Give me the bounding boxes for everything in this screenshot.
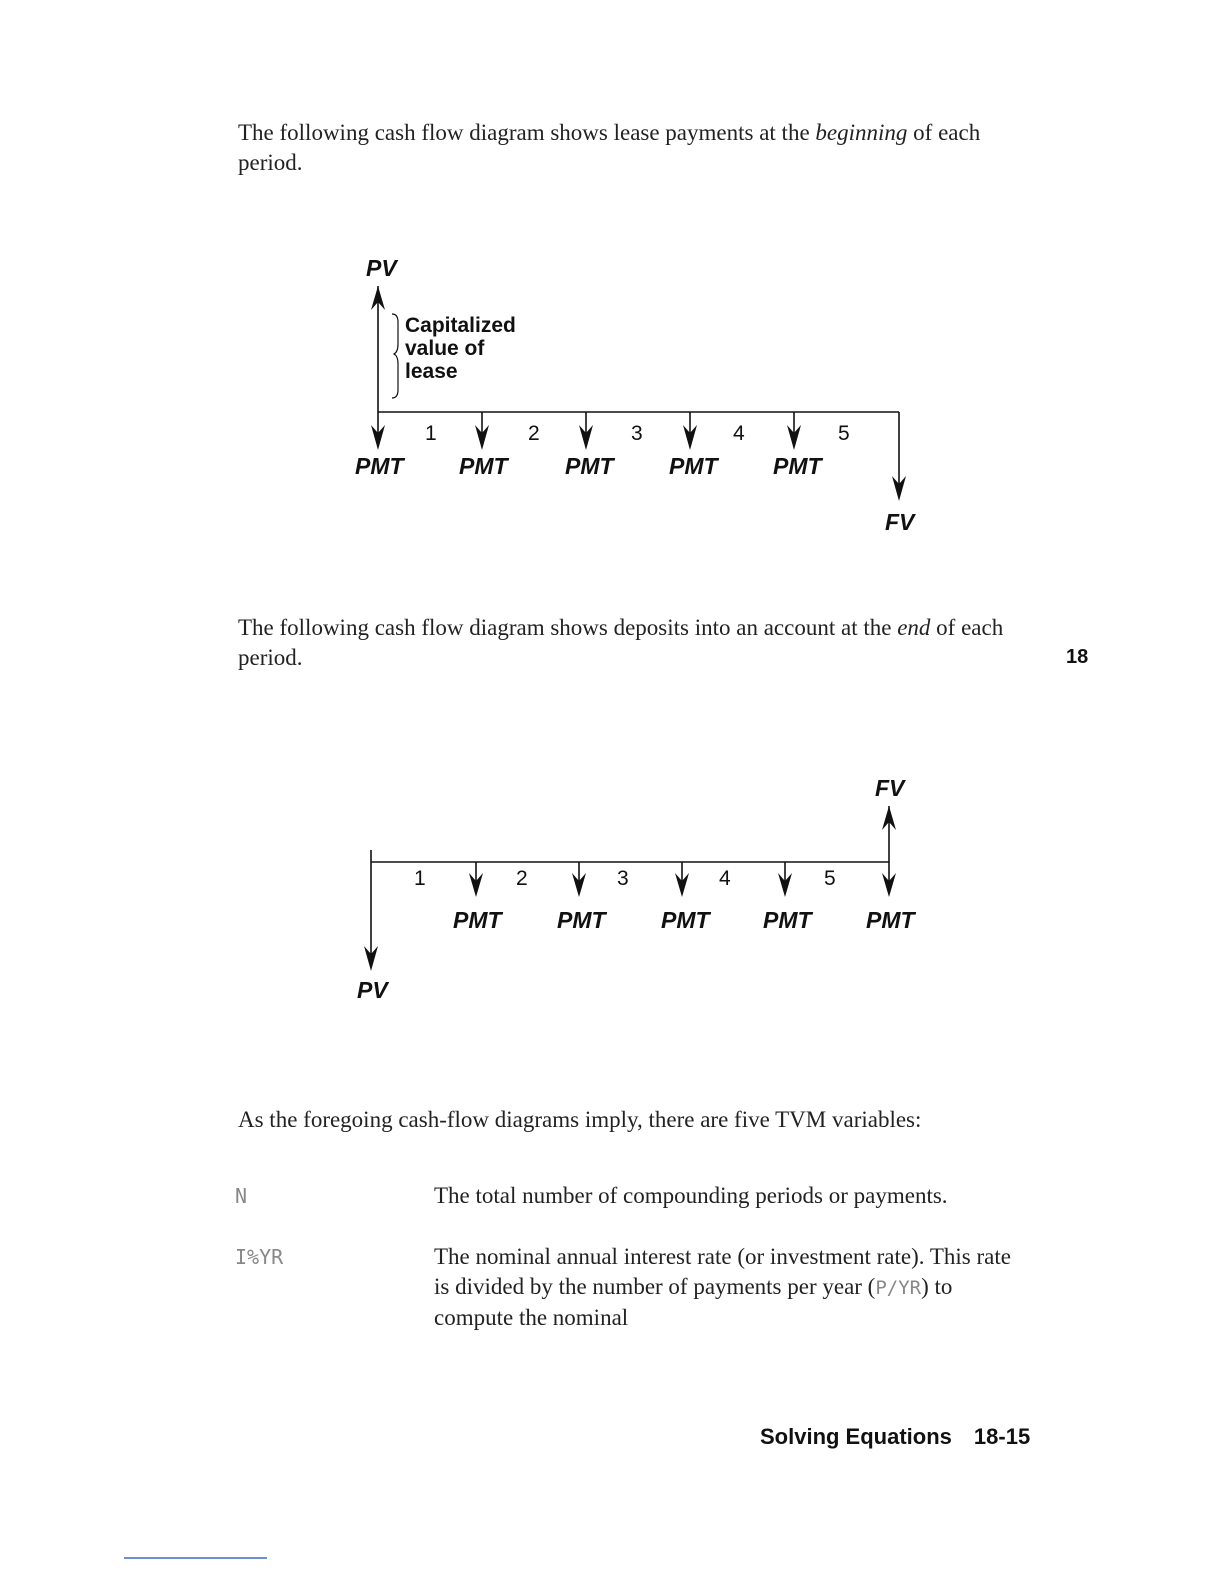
variable-definition: The total number of compounding periods or payments. [434,1183,948,1208]
period-number: 1 [414,867,426,890]
pmt-label: PMT [565,453,614,479]
period-number: 2 [516,867,528,890]
pmt-label: PMT [459,453,508,479]
fv-label: FV [875,775,905,801]
inline-variable: P/YR [875,1277,922,1299]
caption-brace [392,314,398,398]
intro-1-text-end: of each period. [238,120,981,175]
pmt-arrow [469,862,483,897]
intro-paragraph-2 [238,613,1038,673]
variable-term: I%YR [235,1245,284,1269]
pmt-label: PMT [661,907,710,933]
pmt-label: PMT [557,907,606,933]
period-number: 2 [528,422,540,445]
caption-line-2: value of [405,337,485,360]
intro-1-emphasis: beginning [815,120,908,145]
variable-term: N [235,1184,248,1208]
pmt-label: PMT [763,907,812,933]
intro-2-text-end: of each period. [238,615,1004,670]
pmt-arrow [579,412,593,450]
pmt-label: PMT [453,907,502,933]
pmt-arrow [778,862,792,897]
intro-2-emphasis: end [897,615,931,640]
pmt-label: PMT [773,453,822,479]
variable-definition [434,1242,1024,1333]
period-number: 4 [719,867,731,890]
period-number: 5 [824,867,836,890]
caption-line-1: Capitalized [405,314,516,337]
pmt-arrow [787,412,801,450]
pmt-label: PMT [866,907,915,933]
definition-text-end: ) to compute the nominal [434,1274,953,1330]
pv-label: PV [366,255,397,281]
pmt-arrow [675,862,689,897]
fv-label: FV [885,509,915,535]
pmt-label: PMT [669,453,718,479]
cash-flow-diagram-lease [0,250,1224,540]
fv-arrow [892,412,906,501]
period-number: 4 [733,422,745,445]
pv-label: PV [357,977,388,1003]
intro-2-text: The following cash flow diagram shows deposits into an account at the [238,615,898,640]
pv-arrow [364,850,378,971]
chapter-tab: 18 [1066,646,1089,668]
cash-flow-diagram-deposits [0,770,1224,1010]
footer-page-number: 18-15 [973,1424,1031,1449]
caption-line-3: lease [405,360,458,383]
footer-section-title: Solving Equations [760,1424,952,1449]
period-number: 1 [425,422,437,445]
page-footer [760,1424,1030,1450]
period-number: 3 [631,422,643,445]
intro-paragraph-1 [238,118,1038,178]
pmt-label: PMT [355,453,404,479]
pmt-arrow [572,862,586,897]
definition-text: The nominal annual interest rate (or investment rate). This rate is divided by the number of payments per year ( [434,1244,1011,1299]
pmt-arrow [371,412,385,450]
pmt-arrow [882,862,896,897]
pmt-arrow [683,412,697,450]
pmt-arrow [475,412,489,450]
period-number: 3 [617,867,629,890]
summary-paragraph: As the foregoing cash-flow diagrams imply, there are five TVM variables: [238,1107,922,1132]
intro-1-text: The following cash flow diagram shows lease payments at the [238,120,816,145]
period-number: 5 [838,422,850,445]
corner-rule [124,1557,267,1559]
